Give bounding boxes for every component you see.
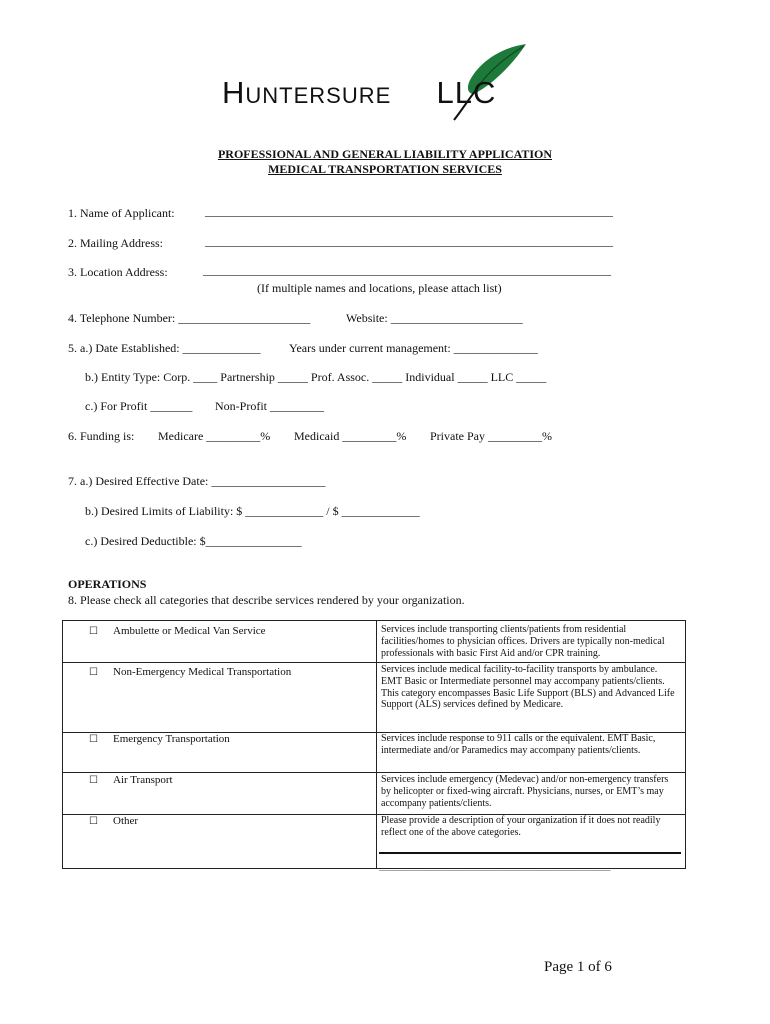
applicant-name-field[interactable]: ____________________________________________________________________ (205, 204, 613, 218)
years-management-field[interactable]: Years under current management: ______________ (289, 341, 538, 355)
website-field[interactable]: Website: ______________________ (346, 311, 523, 325)
emergency-label: Emergency Transportation (113, 733, 230, 745)
private-pay-field[interactable]: Private Pay _________% (430, 429, 552, 443)
non-emergency-description: Services include medical facility-to-facility transports by ambulance. EMT Basic or Intermediate personnel may accompany patients/clients. This category encompasses Basic Life Support (BLS) and Advanced Life Support (ALS) services defined by Medicare. (381, 664, 675, 711)
mailing-address-label: 2. Mailing Address: (68, 236, 163, 250)
medicare-field[interactable]: Medicare _________% (158, 429, 271, 443)
effective-date-field[interactable]: 7. a.) Desired Effective Date: ___________________ (68, 474, 326, 488)
entity-type-field[interactable]: b.) Entity Type: Corp. ____ Partnership _____ Prof. Assoc. _____ Individual _____ LLC _____ (85, 370, 547, 384)
ambulette-checkbox[interactable]: ☐ (89, 626, 98, 637)
location-note: (If multiple names and locations, please attach list) (257, 281, 502, 295)
company-suffix: LLC (436, 75, 497, 110)
location-address-label: 3. Location Address: (68, 265, 168, 279)
medicaid-field[interactable]: Medicaid _________% (294, 429, 407, 443)
table-column-divider (376, 621, 377, 868)
location-address-field[interactable]: ____________________________________________________________________ (203, 263, 611, 277)
form-title: PROFESSIONAL AND GENERAL LIABILITY APPLICATION (217, 147, 553, 161)
non-emergency-label: Non-Emergency Medical Transportation (113, 666, 292, 678)
other-description-field[interactable]: __________________________________________________________________ (379, 863, 610, 872)
funding-label: 6. Funding is: (68, 429, 135, 443)
air-transport-label: Air Transport (113, 774, 173, 786)
operations-heading: OPERATIONS (68, 577, 147, 591)
row-divider (63, 772, 685, 773)
for-profit-field[interactable]: c.) For Profit _______ (85, 399, 193, 413)
operations-question: 8. Please check all categories that describe services rendered by your organization. (68, 593, 465, 607)
other-description: Please provide a description of your organization if it does not readily reflect one of the above categories. (381, 815, 661, 838)
air-transport-checkbox[interactable]: ☐ (89, 775, 98, 786)
ambulette-description: Services include transporting clients/patients from residential facilities/homes to physician offices. Drivers are typically non-medical professionals with basic First Aid and/or CPR training. (381, 624, 665, 659)
non-emergency-checkbox[interactable]: ☐ (89, 667, 98, 678)
telephone-field[interactable]: 4. Telephone Number: ______________________ (68, 311, 311, 325)
date-established-field[interactable]: 5. a.) Date Established: _____________ (68, 341, 261, 355)
services-table (62, 620, 686, 872)
page-number: Page 1 of 6 (544, 959, 612, 975)
deductible-field[interactable]: c.) Desired Deductible: $________________ (85, 534, 302, 548)
non-profit-field[interactable]: Non-Profit _________ (215, 399, 324, 413)
company-name: Huntersure (222, 75, 392, 110)
applicant-name-label: 1. Name of Applicant: (68, 206, 175, 220)
row-divider (63, 662, 685, 663)
company-logo (222, 75, 496, 111)
other-description-line (379, 852, 681, 854)
emergency-description: Services include response to 911 calls or the equivalent. EMT Basic, intermediate and/or Paramedics may accompany patients/clients. (381, 733, 656, 756)
limits-liability-field[interactable]: b.) Desired Limits of Liability: $ _____________ / $ _____________ (85, 504, 420, 518)
air-transport-description: Services include emergency (Medevac) and/or non-emergency transfers by helicopter or fixed-wing aircraft. Physicians, nurses, or EMT’s may accompany patients/clients. (381, 774, 669, 809)
other-label: Other (113, 815, 139, 827)
form-subtitle: MEDICAL TRANSPORTATION SERVICES (268, 162, 502, 176)
emergency-checkbox[interactable]: ☐ (89, 734, 98, 745)
other-checkbox[interactable]: ☐ (89, 816, 98, 827)
ambulette-label: Ambulette or Medical Van Service (113, 625, 266, 637)
mailing-address-field[interactable]: ____________________________________________________________________ (205, 234, 613, 248)
